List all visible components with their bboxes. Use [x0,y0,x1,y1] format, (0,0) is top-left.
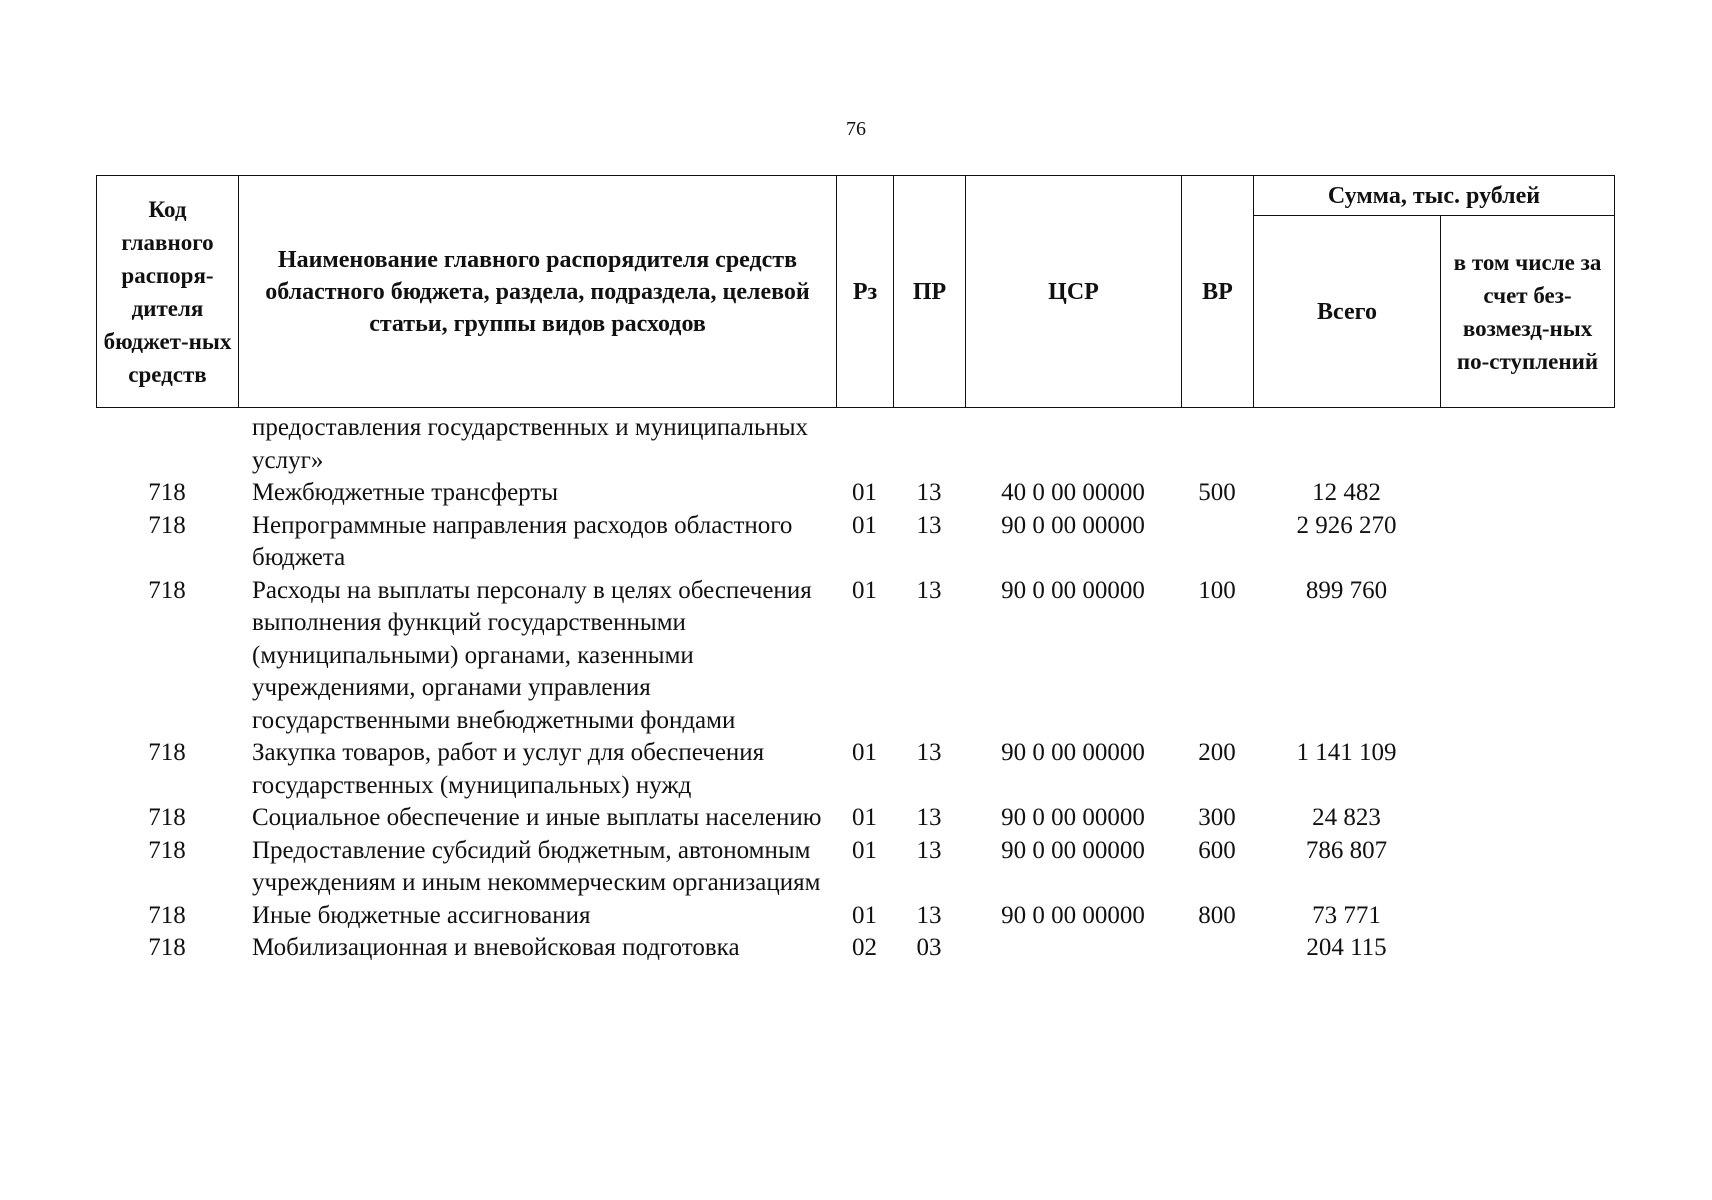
table-row [96,900,1614,933]
row-vr [1181,510,1253,575]
row-rz [836,412,893,477]
row-incl [1440,575,1614,738]
row-code: 718 [148,511,186,539]
row-vr: 100 [1198,576,1236,604]
row-code [96,412,238,477]
row-vr: 500 [1198,479,1236,506]
header-incl: в том числе за счет без-возмезд-ных по-ступлений [1441,216,1615,408]
table-body [96,412,1614,965]
row-pr: 13 [916,739,942,766]
row-vr: 800 [1198,901,1236,929]
table-row [96,510,1614,575]
row-pr: 13 [916,901,942,929]
row-csr: 90 0 00 00000 [1001,901,1145,929]
row-code: 718 [148,739,186,766]
row-total: 2 926 270 [1296,511,1397,539]
header-rz: Рз [837,176,894,408]
row-name: Предоставление субсидий бюджетным, автономным учреждениям и иным некоммерческим организациям [252,836,821,896]
row-pr: 13 [916,804,942,831]
row-vr [1181,412,1253,477]
row-name: Мобилизационная и вневойсковая подготовка [252,934,740,961]
row-total: 786 807 [1305,836,1388,864]
row-csr [965,412,1181,477]
row-code: 718 [148,479,186,506]
row-vr [1181,932,1253,965]
row-incl [1440,932,1614,965]
row-total: 12 482 [1312,479,1381,506]
row-rz: 01 [852,479,877,506]
row-pr: 13 [916,479,942,506]
table-row [96,802,1614,835]
page-number: 76 [846,118,866,140]
row-code: 718 [148,934,186,961]
row-total: 899 760 [1305,576,1388,604]
row-incl [1440,802,1614,835]
header-sum-group: Сумма, тыс. рублей [1254,176,1615,216]
row-csr [965,932,1181,965]
header-pr: ПР [894,176,966,408]
row-total [1253,412,1440,477]
row-name: предоставления государственных и муниципальных услуг» [252,414,809,474]
row-incl [1440,510,1614,575]
row-rz: 01 [852,804,877,831]
header-name: Наименование главного распорядителя средств областного бюджета, раздела, подраздела, целевой статьи, группы видов расходов [239,176,837,408]
row-pr: 13 [916,511,942,539]
row-rz: 01 [852,576,877,604]
row-csr: 90 0 00 00000 [1001,739,1145,766]
row-name: Закупка товаров, работ и услуг для обеспечения государственных (муниципальных) нужд [252,739,765,799]
row-code: 718 [148,836,186,864]
row-rz: 02 [852,934,877,961]
row-csr: 40 0 00 00000 [1001,479,1145,506]
row-total: 1 141 109 [1296,739,1397,766]
row-rz: 01 [852,739,877,766]
row-rz: 01 [852,901,877,929]
row-incl [1440,900,1614,933]
table-row [96,412,1614,477]
row-total: 204 115 [1306,934,1387,961]
row-total: 24 823 [1312,804,1381,831]
row-vr: 600 [1198,836,1236,864]
row-code: 718 [148,804,186,831]
row-incl [1440,477,1614,510]
row-code: 718 [148,576,186,604]
row-rz: 01 [852,836,877,864]
header-vr: ВР [1182,176,1254,408]
row-csr: 90 0 00 00000 [1001,576,1145,604]
table-row [96,737,1614,802]
row-csr: 90 0 00 00000 [1001,836,1145,864]
row-total: 73 771 [1312,901,1381,929]
row-name: Социальное обеспечение и иные выплаты населению [252,804,822,831]
row-name: Расходы на выплаты персоналу в целях обеспечения выполнения функций государственными (муниципальными) органами, казенными учреждениями, органами управления государственными внебюджетными фондами [252,576,812,734]
row-pr: 13 [916,836,942,864]
row-pr: 13 [916,576,942,604]
table-row [96,835,1614,900]
row-incl [1440,835,1614,900]
header-code: Код главного распоря-дителя бюджет-ных средств [97,176,239,408]
row-name: Иные бюджетные ассигнования [252,901,591,929]
row-csr: 90 0 00 00000 [1001,511,1145,539]
row-incl [1440,412,1614,477]
header-total: Всего [1254,216,1441,408]
table-row [96,477,1614,510]
row-name: Межбюджетные трансферты [252,479,559,506]
row-vr: 300 [1198,804,1236,831]
table-row [96,575,1614,738]
row-pr: 03 [916,934,942,961]
row-name: Непрограммные направления расходов областного бюджета [252,511,793,571]
row-code: 718 [148,901,186,929]
row-rz: 01 [852,511,877,539]
table-row [96,932,1614,965]
row-csr: 90 0 00 00000 [1001,804,1145,831]
row-vr: 200 [1198,739,1236,766]
table-header [96,175,1615,408]
row-incl [1440,737,1614,802]
row-pr [893,412,965,477]
header-csr: ЦСР [966,176,1182,408]
